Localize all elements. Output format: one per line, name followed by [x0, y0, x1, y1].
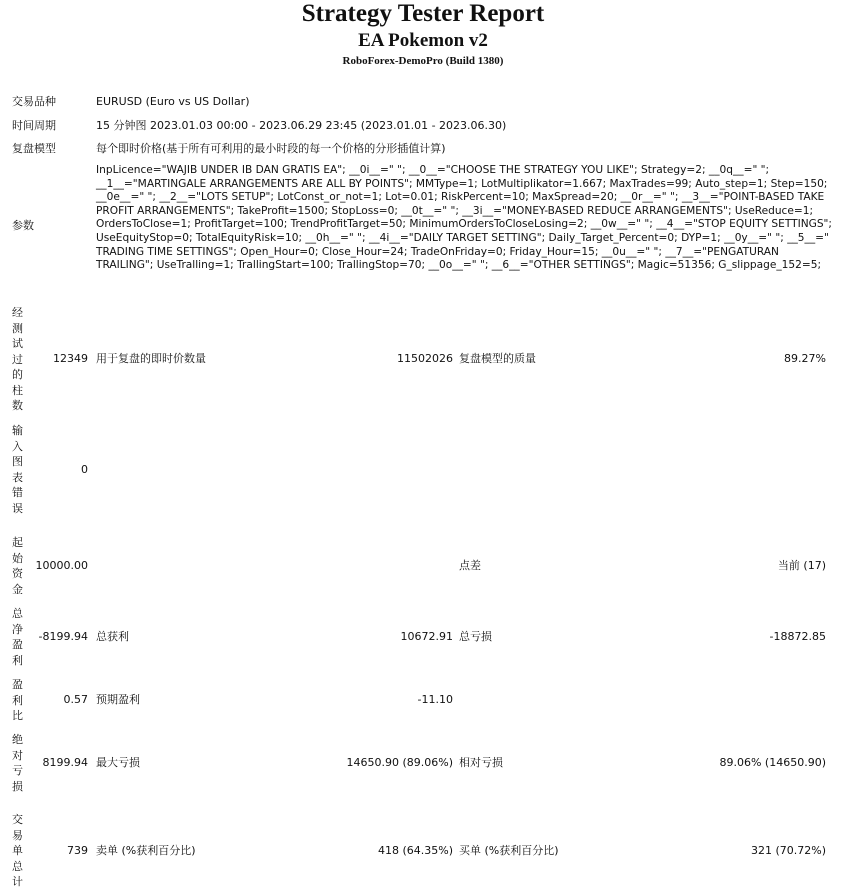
maxdd-value: 14650.90 (89.06%): [346, 756, 453, 769]
long-label: 买单 (%获利百分比): [459, 844, 559, 857]
trades-value: 739: [67, 844, 88, 857]
netprofit-label: 总净盈利: [12, 607, 23, 667]
params-label: 参数: [12, 219, 34, 232]
errors-label: 输入图表错误: [12, 424, 23, 515]
ticks-value: 11502026: [397, 352, 453, 365]
netprofit-value: -8199.94: [38, 630, 88, 643]
pf-label: 盈利比: [12, 678, 23, 722]
bars-label: 经测试过的柱数: [12, 306, 23, 412]
short-value: 418 (64.35%): [377, 844, 453, 857]
payoff-label: 预期盈利: [96, 693, 140, 706]
grossprofit-label: 总获利: [96, 630, 129, 643]
reldd-label: 相对亏损: [459, 756, 503, 769]
spread-label: 点差: [459, 559, 481, 572]
grossloss-label: 总亏损: [459, 630, 492, 643]
quality-value: 89.27%: [784, 352, 826, 365]
deposit-label: 起始资金: [12, 536, 23, 596]
period-value: 15 分钟图 2023.01.03 00:00 - 2023.06.29 23:45 (2023.01.01 - 2023.06.30): [96, 119, 507, 132]
params-value: InpLicence="WAJIB UNDER IB DAN GRATIS EA"; __0i__=" "; __0__="CHOOSE THE STRATEGY YOU LIKE"; Strategy=2; __0q__=" "; __1__="MARTINGALE ARRANGEMENTS ARE ALL BY POINTS"; MMType=1; LotMultiplikator=1.667; MaxTrades=99; Auto_step=1; Step=150; __0e__=" "; __2__="LOTS SETUP"; LotConst_or_not=1; Lot=0.01; RiskPercent=10; MaxSpread=20; __0r__=" "; __3__="POINT-BASED TAKE PROFIT ARRANGEMENTS"; TakeProfit=1500; StopLoss=0; __0t__=" "; __3i__="MONEY-BASED REDUCE ARRANGEMENTS"; UseReduce=1; OrdersToClose=1; ProfitTarget=100; TrendProfitTarget=50; MinimumOrdersToCloseLosing=2; __0w__=" "; __4__="STOP EQUITY SETTINGS"; UseEquityStop=0; TotalEquityRisk=10; __0h__=" "; __4i__="DAILY TARGET SETTING"; Daily_Target_Percent=0; DYP=1; __0y__=" "; __5__=" TRADING TIME SETTINGS"; Open_Hour=0; Close_Hour=24; TradeOnFriday=0; Friday_Hour=15; __0u__=" "; __7__="PENGATURAN TRAILING"; UseTralling=1; TrallingStart=100; TrallingStop=70; __0o__=" "; __6__="OTHER SETTINGS"; Magic=51356; G_slippage_152=5;: [96, 164, 833, 272]
reldd-value: 89.06% (14650.90): [719, 756, 826, 769]
short-label: 卖单 (%获利百分比): [96, 844, 196, 857]
symbol-label: 交易品种: [12, 95, 56, 108]
report-title: Strategy Tester Report: [301, 0, 545, 27]
deposit-value: 10000.00: [35, 559, 88, 572]
model-value: 每个即时价格(基于所有可利用的最小时段的每一个价格的分形插值计算): [96, 142, 446, 155]
pf-value: 0.57: [63, 693, 88, 706]
server-build: RoboForex-DemoPro (Build 1380): [342, 55, 504, 67]
absdd-label: 绝对亏损: [12, 733, 23, 793]
payoff-value: -11.10: [417, 693, 453, 706]
bars-value: 12349: [53, 352, 88, 365]
symbol-value: EURUSD (Euro vs US Dollar): [96, 95, 250, 108]
model-label: 复盘模型: [12, 142, 56, 155]
quality-label: 复盘模型的质量: [459, 352, 536, 365]
absdd-value: 8199.94: [42, 756, 88, 769]
grossprofit-value: 10672.91: [400, 630, 453, 643]
ea-name: EA Pokemon v2: [358, 30, 488, 51]
trades-label: 交易单总计: [12, 813, 23, 888]
ticks-label: 用于复盘的即时价数量: [96, 352, 206, 365]
maxdd-label: 最大亏损: [96, 756, 140, 769]
spread-value: 当前 (17): [777, 559, 826, 572]
long-value: 321 (70.72%): [750, 844, 826, 857]
grossloss-value: -18872.85: [769, 630, 826, 643]
errors-value: 0: [81, 463, 88, 476]
period-label: 时间周期: [12, 119, 56, 132]
